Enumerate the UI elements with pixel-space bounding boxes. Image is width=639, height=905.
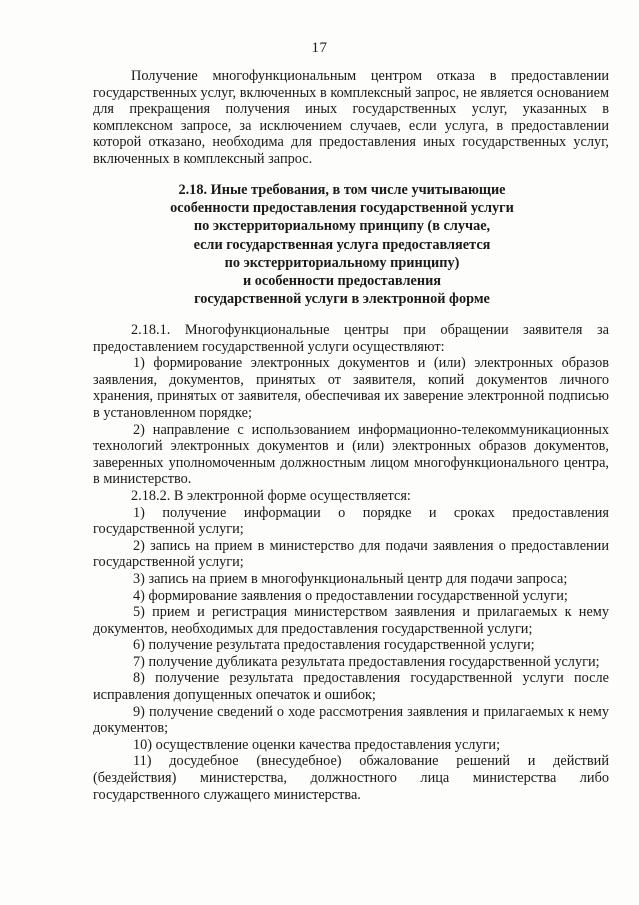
clause-2-18-2-item: 9) получение сведений о ходе рассмотрения заявления и прилагаемых к нему документов; xyxy=(93,703,609,737)
clause-2-18-2-item: 8) получение результата предоставления государственной услуги после исправления допущенных опечаток и ошибок; xyxy=(93,670,609,704)
section-heading xyxy=(118,181,566,308)
heading-line: если государственная услуга предоставляется xyxy=(193,236,491,253)
page-number: 17 xyxy=(311,40,328,56)
clause-2-18-2-item: 3) запись на прием в многофункциональный центр для подачи запроса; xyxy=(133,570,568,587)
heading-line: по экстерриториальному принципу) xyxy=(224,254,460,271)
clause-2-18-2-item: 11) досудебное (внесудебное) обжалование решений и действий (бездействия) министерства, должностного лица министерства либо государственного служащего министерства. xyxy=(93,753,609,803)
heading-line: по экстерриториальному принципу (в случае, xyxy=(193,218,491,235)
clause-2-18-2-item: 2) запись на прием в министерство для подачи заявления о предоставлении государственной услуги; xyxy=(93,537,609,571)
heading-line: 2.18. Иные требования, в том числе учитывающие xyxy=(178,182,506,198)
heading-line: особенности предоставления государственной услуги xyxy=(170,200,514,217)
clause-2-18-2-item: 6) получение результата предоставления государственной услуги; xyxy=(133,637,535,654)
clause-2-18-2-item: 10) осуществление оценки качества предоставления услуги; xyxy=(133,736,501,753)
clause-2-18-1-lead: 2.18.1. Многофункциональные центры при обращении заявителя за предоставлением государственной услуги осуществляют: xyxy=(93,322,609,355)
intro-section xyxy=(93,68,609,168)
clause-2-18-2-item: 1) получение информации о порядке и сроках предоставления государственной услуги; xyxy=(93,504,609,538)
clause-2-18-2-item: 5) прием и регистрация министерством заявления и прилагаемых к нему документов, необходимых для предоставления государственной услуги; xyxy=(93,604,609,637)
clause-2-18-2-item: 4) формирование заявления о предоставлении государственной услуги; xyxy=(133,587,568,604)
intro-paragraph: Получение многофункциональным центром отказа в предоставлении государственных услуг, включенных в комплексный запрос, не является основанием для прекращения получения иных государственных услуг, указанных в комплексном запросе, за исключением случаев, если услуга, в предоставлении которой отказано, необходима для предоставления иных государственных услуг, включенных в комплексный запрос. xyxy=(93,68,609,167)
main-section xyxy=(93,322,609,803)
clause-2-18-2-item: 7) получение дубликата результата предоставления государственной услуги; xyxy=(133,653,600,670)
clause-2-18-1-item: 2) направление с использованием информационно-телекоммуникационных технологий электронных документов и (или) электронных образов документов, заверенных уполномоченным должностным лицом многофункционального центра, в министерство. xyxy=(93,421,609,488)
heading-line: и особенности предоставления xyxy=(242,273,442,290)
heading-line: государственной услуги в электронной форме xyxy=(194,291,490,308)
clause-2-18-1-item: 1) формирование электронных документов и (или) электронных образов заявления, документов, принятых от заявителя, копий документов личного хранения, принятых от заявителя, обеспечивая их заверение электронной подписью в установленном порядке; xyxy=(93,355,609,421)
clause-2-18-2-lead: 2.18.2. В электронной форме осуществляется: xyxy=(131,487,411,504)
